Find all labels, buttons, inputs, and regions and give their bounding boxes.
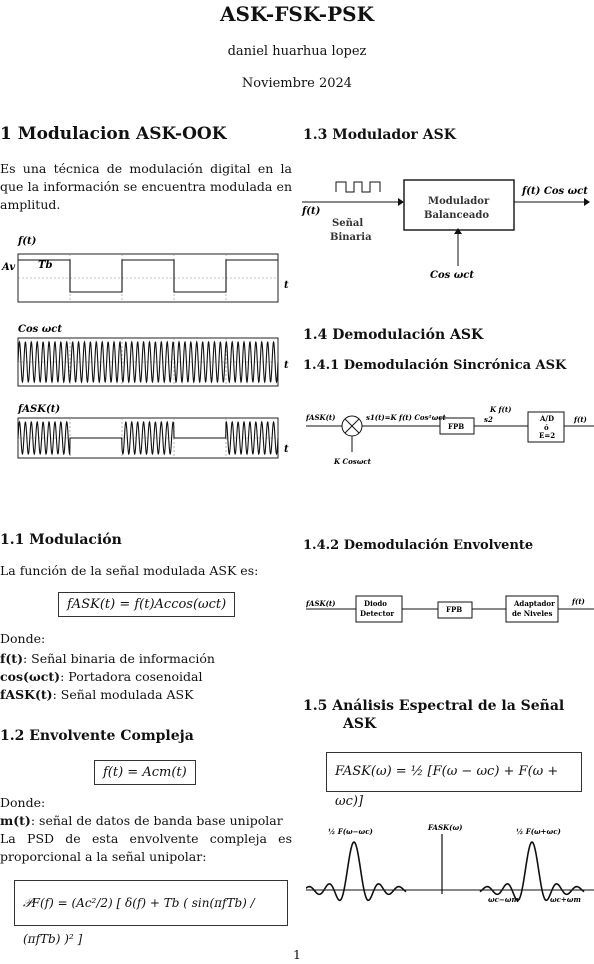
- mod-output-label: f(t) Cos ωct: [522, 186, 588, 197]
- mod-carrier-label: Cos ωct: [430, 270, 474, 281]
- date: Noviembre 2024: [241, 76, 353, 91]
- modulator-diagram: [300, 170, 594, 286]
- mod-input-label: f(t): [302, 206, 321, 217]
- psd-formula: 𝒫F(f) = (Ac²/2) [ δ(f) + Tb ( sin(πfTb) / (πfTb) )² ]: [14, 880, 288, 926]
- env-input: fASK(t): [306, 599, 336, 608]
- nrz-wave: [18, 260, 278, 292]
- sync-lp-out: K f(t): [490, 405, 512, 414]
- paper-title: ASK-FSK-PSK: [220, 2, 374, 26]
- spectrum-left-label: ½ F(ω−ωc): [328, 827, 373, 836]
- panel1-amp: Av: [2, 262, 16, 273]
- sync-ad2: ó: [544, 423, 549, 432]
- section-1-text: Es una técnica de modulación digital en la que la información se encuentra modulada en amplitud.: [0, 161, 292, 212]
- env-b3a: Adaptador: [514, 599, 555, 608]
- panel2-t: t: [284, 360, 289, 371]
- section-1-1-text: La función de la señal modulada ASK es:: [0, 563, 259, 578]
- env-b3b: de Niveles: [512, 609, 553, 618]
- panel1-tb: Tb: [38, 260, 53, 271]
- panel1-t: t: [284, 280, 289, 291]
- ask-formula: fASK(t) = f(t)Accos(ωct): [58, 592, 235, 617]
- sync-lp-out2: s2: [484, 415, 493, 424]
- envelope-formula: f(t) = Acm(t): [94, 760, 196, 785]
- env-b1a: Diodo: [364, 599, 387, 608]
- sync-ad1: A/D: [540, 414, 555, 423]
- env-out: f(t): [572, 597, 585, 606]
- sync-ad3: E=2: [539, 431, 556, 440]
- ask-waveform-figure: [0, 232, 296, 464]
- spectrum-mid-label: FASK(ω): [428, 823, 463, 832]
- definition-fask: fASK(t): Señal modulada ASK: [0, 687, 194, 702]
- sync-input: fASK(t): [306, 413, 336, 422]
- panel3-label: fASK(t): [18, 404, 61, 415]
- sync-mult-out: s1(t)=K f(t) Cos²ωct: [366, 413, 446, 422]
- spectrum-lobe-left: [306, 842, 406, 900]
- definition-mt: m(t): señal de datos de banda base unipolar: [0, 813, 283, 828]
- section-1-5-heading-2: ASK: [343, 716, 377, 732]
- panel1-label: f(t): [18, 236, 37, 247]
- spectrum-a-label: ωc−ωm: [488, 895, 519, 904]
- definition-ft: f(t): Señal binaria de información: [0, 651, 215, 666]
- sync-osc: K Cosωct: [334, 457, 371, 466]
- env-b1b: Detector: [360, 609, 395, 618]
- spectrum-figure: [306, 818, 594, 910]
- section-1-4-2-heading: 1.4.2 Demodulación Envolvente: [303, 538, 534, 553]
- sync-demod-diagram: [306, 400, 594, 470]
- section-1-heading: 1 Modulacion ASK-OOK: [0, 124, 227, 144]
- section-1-4-heading: 1.4 Demodulación ASK: [303, 327, 484, 343]
- page-number: 1: [293, 947, 301, 962]
- donde-2: Donde:: [0, 795, 46, 810]
- sync-fpb: FPB: [448, 422, 465, 431]
- section-1-5-heading-1: 1.5 Análisis Espectral de la Señal: [303, 698, 565, 714]
- section-1-4-1-heading: 1.4.1 Demodulación Sincrónica ASK: [303, 358, 567, 373]
- spectrum-right-label: ½ F(ω+ωc): [516, 827, 561, 836]
- section-1-1-heading: 1.1 Modulación: [0, 532, 122, 548]
- envelope-demod-diagram: [306, 590, 594, 632]
- binary-label-1: Señal: [332, 218, 364, 229]
- panel2-label: Cos ωct: [18, 324, 62, 335]
- sync-out: f(t): [574, 415, 587, 424]
- psd-text: La PSD de esta envolvente compleja es proporcional a la señal unipolar:: [0, 831, 292, 864]
- block-label-1: Modulador: [428, 196, 490, 207]
- spectrum-formula: FASK(ω) = ½ [F(ω − ωc) + F(ω + ωc)]: [326, 752, 582, 792]
- panel3-t: t: [284, 444, 289, 455]
- author: daniel huarhua lopez: [227, 44, 367, 59]
- env-b2: FPB: [446, 605, 463, 614]
- spectrum-lobe-right: [480, 842, 584, 900]
- binary-label-2: Binaria: [330, 232, 372, 243]
- section-1-3-heading: 1.3 Modulador ASK: [303, 127, 456, 143]
- section-1-2-heading: 1.2 Envolvente Compleja: [0, 728, 194, 744]
- spectrum-b-label: ωc+ωm: [550, 895, 581, 904]
- donde-1: Donde:: [0, 631, 46, 646]
- block-label-2: Balanceado: [424, 210, 490, 221]
- definition-carrier: cos(ωct): Portadora cosenoidal: [0, 669, 203, 684]
